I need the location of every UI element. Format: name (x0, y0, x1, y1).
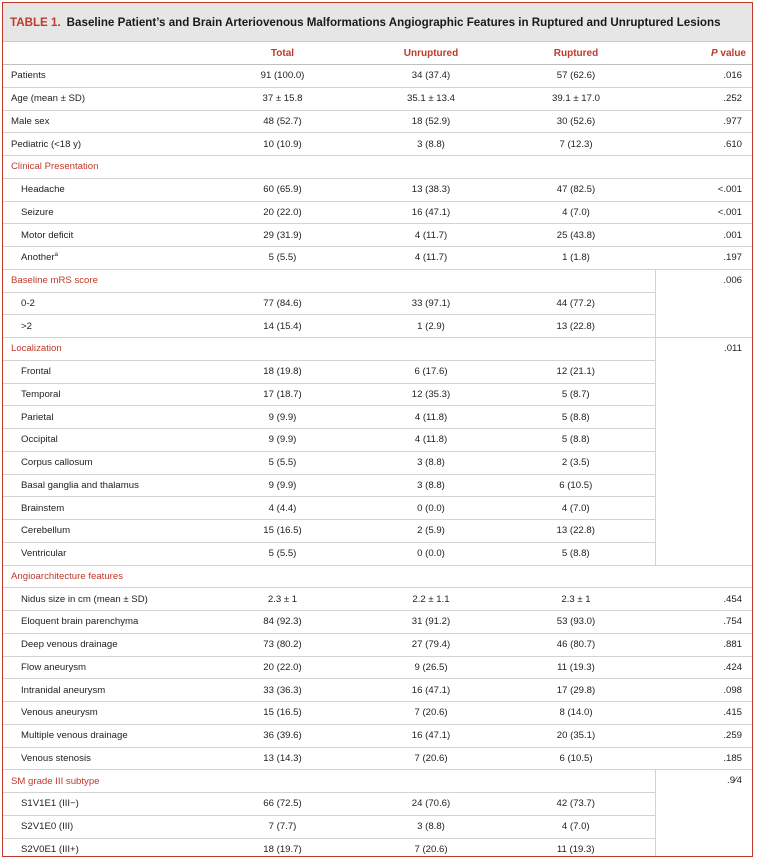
header-p-value: P value (655, 42, 753, 65)
cell-unruptured: 4 (11.7) (365, 224, 497, 247)
p-value: .415 (655, 702, 753, 725)
cell-unruptured: 1 (2.9) (365, 315, 497, 338)
cell-unruptured: 35.1 ± 13.4 (365, 87, 497, 110)
cell-ruptured: 53 (93.0) (497, 611, 655, 634)
cell-unruptured: 13 (38.3) (365, 178, 497, 201)
cell-unruptured: 3 (8.8) (365, 451, 497, 474)
table-row (3, 224, 753, 247)
cell-total: 7 (7.7) (200, 815, 365, 838)
cell-total: 5 (5.5) (200, 247, 365, 270)
cell-ruptured: 1 (1.8) (497, 247, 655, 270)
cell-ruptured: 4 (7.0) (497, 815, 655, 838)
table-row (3, 679, 753, 702)
row-label: Corpus callosum (3, 451, 200, 474)
cell-ruptured: 42 (73.7) (497, 793, 655, 816)
table-row (3, 87, 753, 110)
row-label: Venous stenosis (3, 747, 200, 770)
row-label: Another$^a$ (3, 247, 200, 270)
row-label: Patients (3, 65, 200, 88)
section-row (3, 565, 753, 588)
p-value: .754 (655, 611, 753, 634)
cell-total: 13 (14.3) (200, 747, 365, 770)
table-row (3, 110, 753, 133)
table-row (3, 702, 753, 725)
row-label: S2V1E0 (III) (3, 815, 200, 838)
cell-ruptured: 5 (8.8) (497, 542, 655, 565)
row-label: Frontal (3, 360, 200, 383)
cell-total: 5 (5.5) (200, 451, 365, 474)
cell-unruptured: 16 (47.1) (365, 679, 497, 702)
row-label: Parietal (3, 406, 200, 429)
row-label: Venous aneurysm (3, 702, 200, 725)
p-value: .006 (655, 269, 753, 337)
table-row (3, 542, 753, 565)
cell-total: 15 (16.5) (200, 520, 365, 543)
cell-ruptured: 6 (10.5) (497, 747, 655, 770)
data-table (3, 42, 753, 857)
section-title: Localization (3, 338, 655, 361)
cell-ruptured: 17 (29.8) (497, 679, 655, 702)
cell-unruptured: 3 (8.8) (365, 815, 497, 838)
row-label: S1V1E1 (III−) (3, 793, 200, 816)
cell-unruptured: 12 (35.3) (365, 383, 497, 406)
cell-unruptured: 4 (11.8) (365, 429, 497, 452)
row-label: Temporal (3, 383, 200, 406)
cell-total: 60 (65.9) (200, 178, 365, 201)
cell-ruptured: 5 (8.8) (497, 406, 655, 429)
row-label: Headache (3, 178, 200, 201)
p-value: .610 (655, 133, 753, 156)
p-value: .881 (655, 633, 753, 656)
row-label: Basal ganglia and thalamus (3, 474, 200, 497)
cell-total: 20 (22.0) (200, 656, 365, 679)
table-row (3, 383, 753, 406)
cell-total: 29 (31.9) (200, 224, 365, 247)
section-row (3, 156, 753, 179)
table-row (3, 724, 753, 747)
cell-ruptured: 5 (8.7) (497, 383, 655, 406)
cell-unruptured: 0 (0.0) (365, 497, 497, 520)
cell-total: 73 (80.2) (200, 633, 365, 656)
cell-total: 84 (92.3) (200, 611, 365, 634)
section-title: Baseline mRS score (3, 269, 655, 292)
section-row (3, 338, 753, 361)
table-row (3, 315, 753, 338)
p-value: .252 (655, 87, 753, 110)
row-label: Nidus size in cm (mean ± SD) (3, 588, 200, 611)
cell-ruptured: 12 (21.1) (497, 360, 655, 383)
cell-unruptured: 18 (52.9) (365, 110, 497, 133)
table-row (3, 133, 753, 156)
cell-total: 4 (4.4) (200, 497, 365, 520)
section-row (3, 269, 753, 292)
cell-total: 48 (52.7) (200, 110, 365, 133)
cell-unruptured: 3 (8.8) (365, 474, 497, 497)
cell-ruptured: 2.3 ± 1 (497, 588, 655, 611)
cell-ruptured: 20 (35.1) (497, 724, 655, 747)
cell-unruptured: 2 (5.9) (365, 520, 497, 543)
table-frame (2, 2, 753, 857)
table-row (3, 451, 753, 474)
p-value: .001 (655, 224, 753, 247)
p-value (655, 156, 753, 179)
cell-total: 36 (39.6) (200, 724, 365, 747)
cell-unruptured: 4 (11.7) (365, 247, 497, 270)
table-row (3, 178, 753, 201)
header-unruptured: Unruptured (365, 42, 497, 65)
cell-unruptured: 27 (79.4) (365, 633, 497, 656)
cell-unruptured: 9 (26.5) (365, 656, 497, 679)
p-value: .011 (655, 338, 753, 566)
cell-ruptured: 11 (19.3) (497, 838, 655, 857)
row-label: Cerebellum (3, 520, 200, 543)
row-label: Seizure (3, 201, 200, 224)
cell-total: 18 (19.8) (200, 360, 365, 383)
cell-total: 33 (36.3) (200, 679, 365, 702)
table-row (3, 747, 753, 770)
section-title: Angioarchitecture features (3, 565, 655, 588)
table-title: Baseline Patient’s and Brain Arteriovenous Malformations Angiographic Features in Ruptured and Unruptured Lesions (66, 15, 721, 29)
table-row (3, 65, 753, 88)
p-value: .197 (655, 247, 753, 270)
cell-total: 9 (9.9) (200, 474, 365, 497)
table-caption (3, 3, 752, 42)
cell-ruptured: 5 (8.8) (497, 429, 655, 452)
footnote-marker: a (54, 252, 58, 259)
cell-ruptured: 25 (43.8) (497, 224, 655, 247)
row-label: S2V0E1 (III+) (3, 838, 200, 857)
table-row (3, 474, 753, 497)
cell-ruptured: 44 (77.2) (497, 292, 655, 315)
row-label: Ventricular (3, 542, 200, 565)
cell-unruptured: 24 (70.6) (365, 793, 497, 816)
p-value: .454 (655, 588, 753, 611)
table-row (3, 520, 753, 543)
table-row (3, 588, 753, 611)
row-label: Brainstem (3, 497, 200, 520)
cell-unruptured: 16 (47.1) (365, 724, 497, 747)
cell-unruptured: 7 (20.6) (365, 702, 497, 725)
table-row (3, 611, 753, 634)
cell-ruptured: 39.1 ± 17.0 (497, 87, 655, 110)
row-label: Flow aneurysm (3, 656, 200, 679)
cell-unruptured: 34 (37.4) (365, 65, 497, 88)
cell-total: 9 (9.9) (200, 429, 365, 452)
cell-ruptured: 57 (62.6) (497, 65, 655, 88)
cell-unruptured: 7 (20.6) (365, 747, 497, 770)
cell-total: 18 (19.7) (200, 838, 365, 857)
cell-ruptured: 13 (22.8) (497, 520, 655, 543)
p-value: .016 (655, 65, 753, 88)
table-row (3, 429, 753, 452)
cell-unruptured: 16 (47.1) (365, 201, 497, 224)
table-row (3, 406, 753, 429)
row-label: Pediatric (<18 y) (3, 133, 200, 156)
cell-total: 2.3 ± 1 (200, 588, 365, 611)
cell-unruptured: 4 (11.8) (365, 406, 497, 429)
cell-ruptured: 7 (12.3) (497, 133, 655, 156)
cell-ruptured: 11 (19.3) (497, 656, 655, 679)
row-label: Motor deficit (3, 224, 200, 247)
cell-ruptured: 4 (7.0) (497, 497, 655, 520)
row-label: Deep venous drainage (3, 633, 200, 656)
p-value: .424 (655, 656, 753, 679)
row-label: Age (mean ± SD) (3, 87, 200, 110)
section-title: Clinical Presentation (3, 156, 655, 179)
header-row (3, 42, 753, 65)
table-row (3, 497, 753, 520)
header-ruptured: Ruptured (497, 42, 655, 65)
cell-total: 9 (9.9) (200, 406, 365, 429)
table-body (3, 65, 753, 858)
table-row (3, 292, 753, 315)
header-total: Total (200, 42, 365, 65)
row-label: >2 (3, 315, 200, 338)
cell-total: 15 (16.5) (200, 702, 365, 725)
cell-total: 66 (72.5) (200, 793, 365, 816)
row-label: 0-2 (3, 292, 200, 315)
cell-ruptured: 30 (52.6) (497, 110, 655, 133)
cell-ruptured: 13 (22.8) (497, 315, 655, 338)
section-title: SM grade III subtype (3, 770, 655, 793)
table-row (3, 247, 753, 270)
cell-ruptured: 6 (10.5) (497, 474, 655, 497)
cell-total: 14 (15.4) (200, 315, 365, 338)
p-value: .9⁄4 (655, 770, 753, 857)
cell-total: 77 (84.6) (200, 292, 365, 315)
cell-total: 17 (18.7) (200, 383, 365, 406)
row-label: Multiple venous drainage (3, 724, 200, 747)
cell-unruptured: 33 (97.1) (365, 292, 497, 315)
cell-ruptured: 8 (14.0) (497, 702, 655, 725)
cell-unruptured: 0 (0.0) (365, 542, 497, 565)
p-value: .098 (655, 679, 753, 702)
cell-total: 91 (100.0) (200, 65, 365, 88)
cell-total: 10 (10.9) (200, 133, 365, 156)
p-value: .259 (655, 724, 753, 747)
p-value: .977 (655, 110, 753, 133)
table-row (3, 656, 753, 679)
p-value: <.001 (655, 178, 753, 201)
cell-unruptured: 31 (91.2) (365, 611, 497, 634)
cell-ruptured: 46 (80.7) (497, 633, 655, 656)
cell-unruptured: 6 (17.6) (365, 360, 497, 383)
cell-unruptured: 7 (20.6) (365, 838, 497, 857)
row-label: Intranidal aneurysm (3, 679, 200, 702)
table-number: TABLE 1. (10, 15, 61, 29)
table-row (3, 815, 753, 838)
cell-ruptured: 4 (7.0) (497, 201, 655, 224)
cell-unruptured: 3 (8.8) (365, 133, 497, 156)
table-row (3, 793, 753, 816)
header-label-col (3, 42, 200, 65)
row-label: Eloquent brain parenchyma (3, 611, 200, 634)
table-row (3, 201, 753, 224)
p-value: .185 (655, 747, 753, 770)
cell-unruptured: 2.2 ± 1.1 (365, 588, 497, 611)
table-row (3, 633, 753, 656)
cell-total: 5 (5.5) (200, 542, 365, 565)
cell-ruptured: 47 (82.5) (497, 178, 655, 201)
section-row (3, 770, 753, 793)
cell-total: 20 (22.0) (200, 201, 365, 224)
p-value: <.001 (655, 201, 753, 224)
p-value (655, 565, 753, 588)
cell-ruptured: 2 (3.5) (497, 451, 655, 474)
row-label: Occipital (3, 429, 200, 452)
table-row (3, 838, 753, 857)
cell-total: 37 ± 15.8 (200, 87, 365, 110)
row-label: Male sex (3, 110, 200, 133)
table-row (3, 360, 753, 383)
